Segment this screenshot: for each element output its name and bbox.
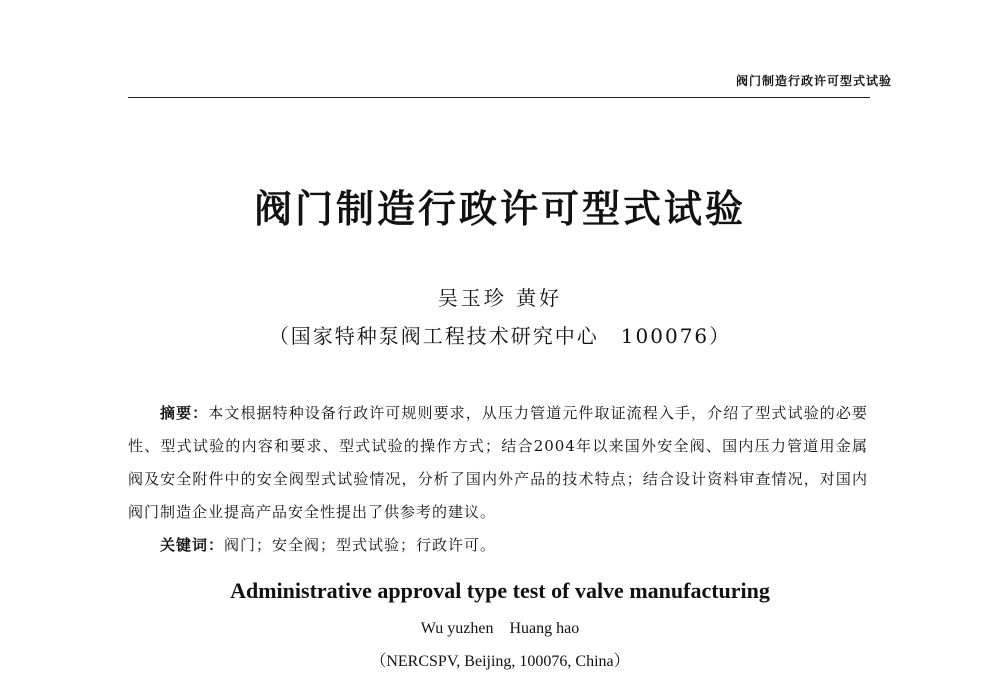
abstract-text: 本文根据特种设备行政许可规则要求，从压力管道元件取证流程入手，介绍了型式试验的必要性、型式试验的内容和要求、型式试验的操作方式；结合2004年以来国外安全阀、国内压力管道用金属阀及安全附件中的安全阀型式试验情况，分析了国内外产品的技术特点；结合设计资料审查情况，对国内阀门制造企业提高产品安全性提出了供参考的建议。 <box>128 404 868 521</box>
chinese-title: 阀门制造行政许可型式试验 <box>253 186 746 231</box>
keywords-label: 关键词： <box>160 536 225 554</box>
chinese-authors: 吴玉珍 黄好 <box>437 286 563 310</box>
keywords-paragraph <box>128 529 868 562</box>
running-head: 阀门制造行政许可型式试验 <box>735 74 892 88</box>
abstract-paragraph <box>128 397 868 529</box>
english-authors: Wu yuzhen Huang hao <box>420 620 580 637</box>
header-rule <box>128 97 870 98</box>
abstract-block <box>128 397 868 562</box>
chinese-affiliation: （国家特种泵阀工程技术研究中心 100076） <box>268 324 732 348</box>
english-title: Administrative approval type test of valve manufacturing <box>230 578 770 603</box>
keywords-text: 阀门；安全阀；型式试验；行政许可。 <box>224 536 497 554</box>
english-affiliation: （NERCSPV, Beijing, 100076, China） <box>370 653 630 670</box>
abstract-label: 摘要： <box>160 404 209 422</box>
